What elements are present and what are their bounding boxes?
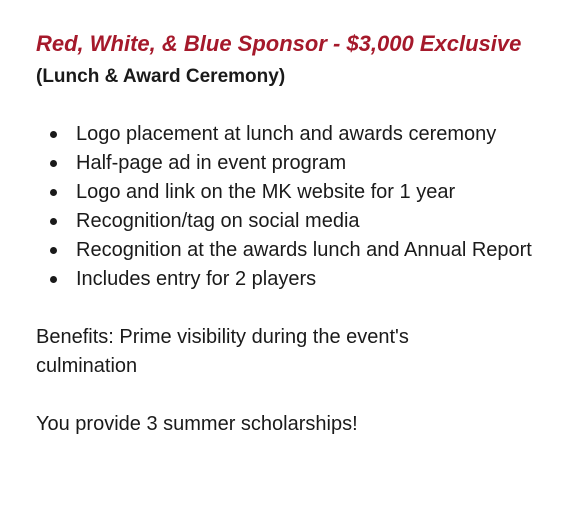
scholarships-paragraph: You provide 3 summer scholarships! [36,413,358,435]
benefits-list [36,120,576,294]
list-item-text: Logo and link on the MK website for 1 year [76,181,456,203]
bullet-icon [50,247,57,254]
list-item [36,265,576,294]
bullet-icon [50,218,57,225]
list-item-text: Includes entry for 2 players [76,268,317,290]
list-item-text: Recognition/tag on social media [76,210,360,232]
bullet-icon [50,131,57,138]
sponsor-subtitle: (Lunch & Award Ceremony) [36,66,286,87]
bullet-icon [50,160,57,167]
list-item [36,236,576,265]
list-item [36,149,576,178]
benefits-paragraph: Benefits: Prime visibility during the event's culmination [36,326,409,377]
bullet-icon [50,189,57,196]
sponsor-card [36,30,576,439]
list-item-text: Half-page ad in event program [76,152,347,174]
list-item [36,120,576,149]
bullet-icon [50,276,57,283]
list-item-text: Recognition at the awards lunch and Annual Report [76,239,532,261]
list-item [36,207,576,236]
sponsor-title: Red, White, & Blue Sponsor - $3,000 Exclusive [36,31,522,56]
list-item [36,178,576,207]
list-item-text: Logo placement at lunch and awards ceremony [76,123,497,145]
